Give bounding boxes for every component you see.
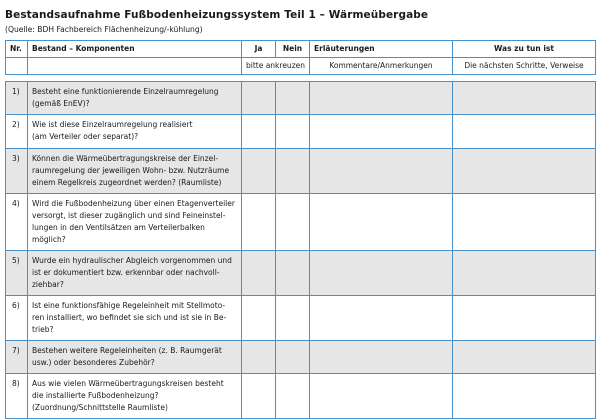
header-nr: Nr. — [6, 41, 28, 58]
question-line: (gemäß EnEV)? — [32, 99, 90, 108]
nein-checkbox-cell[interactable] — [276, 149, 310, 194]
question-line: ren installiert, wo befindet sie sich und ist sie in Be- — [32, 313, 227, 322]
row-number: 1) — [6, 82, 28, 115]
ja-checkbox-cell[interactable] — [242, 82, 276, 115]
header-erlaeuterungen: Erläuterungen — [310, 41, 453, 58]
next-steps-cell[interactable] — [453, 194, 596, 251]
row-question — [28, 149, 242, 194]
comment-cell[interactable] — [310, 374, 453, 419]
subheader-empty — [28, 58, 242, 75]
comment-cell[interactable] — [310, 149, 453, 194]
comment-cell[interactable] — [310, 82, 453, 115]
subheader-kommentare: Kommentare/Anmerkungen — [310, 58, 453, 75]
nein-checkbox-cell[interactable] — [276, 251, 310, 296]
next-steps-cell[interactable] — [453, 115, 596, 149]
row-question — [28, 194, 242, 251]
ja-checkbox-cell[interactable] — [242, 296, 276, 341]
row-question — [28, 341, 242, 374]
question-line: einem Regelkreis zugeordnet werden? (Raumliste) — [32, 178, 222, 187]
nein-checkbox-cell[interactable] — [276, 296, 310, 341]
row-number: 4) — [6, 194, 28, 251]
nein-checkbox-cell[interactable] — [276, 82, 310, 115]
row-number: 3) — [6, 149, 28, 194]
header-ja: Ja — [242, 41, 276, 58]
table-row — [6, 82, 596, 115]
question-line: Besteht eine funktionierende Einzelraumregelung — [32, 87, 219, 96]
question-line: (Zuordnung/Schnittstelle Raumliste) — [32, 403, 168, 412]
ja-checkbox-cell[interactable] — [242, 194, 276, 251]
row-question — [28, 82, 242, 115]
subheader-ankreuzen: bitte ankreuzen — [242, 58, 310, 75]
question-line: die installierte Fußbodenheizung? — [32, 391, 159, 400]
question-line: raumregelung der jeweiligen Wohn- bzw. Nutzräume — [32, 166, 230, 175]
question-line: Wurde ein hydraulischer Abgleich vorgenommen und — [32, 256, 232, 265]
table-row — [6, 251, 596, 296]
question-line: ziehbar? — [32, 280, 64, 289]
header-row — [6, 41, 596, 58]
question-line: Wird die Fußbodenheizung über einen Etagenverteiler — [32, 199, 235, 208]
question-line: (am Verteiler oder separat)? — [32, 132, 139, 141]
row-question — [28, 251, 242, 296]
row-question — [28, 374, 242, 419]
question-line: Aus wie vielen Wärmeübertragungskreisen besteht — [32, 379, 224, 388]
comment-cell[interactable] — [310, 296, 453, 341]
ja-checkbox-cell[interactable] — [242, 115, 276, 149]
subheader-row — [6, 58, 596, 75]
next-steps-cell[interactable] — [453, 82, 596, 115]
row-question — [28, 115, 242, 149]
document-title: Bestandsaufnahme Fußbodenheizungssystem Teil 1 – Wärmeübergabe — [5, 9, 429, 21]
question-line: ist er dokumentiert bzw. erkennbar oder nachvoll- — [32, 268, 220, 277]
subheader-empty — [6, 58, 28, 75]
table-row — [6, 296, 596, 341]
header-was-zu-tun: Was zu tun ist — [453, 41, 596, 58]
row-number: 7) — [6, 341, 28, 374]
row-number: 2) — [6, 115, 28, 149]
header-bestand: Bestand – Komponenten — [28, 41, 242, 58]
table-row — [6, 149, 596, 194]
table-row — [6, 374, 596, 419]
next-steps-cell[interactable] — [453, 149, 596, 194]
nein-checkbox-cell[interactable] — [276, 374, 310, 419]
row-number: 5) — [6, 251, 28, 296]
nein-checkbox-cell[interactable] — [276, 341, 310, 374]
question-line: Ist eine funktionsfähige Regeleinheit mit Stellmoto- — [32, 301, 226, 310]
question-line: usw.) oder besonderes Zubehör? — [32, 358, 155, 367]
question-line: versorgt, ist dieser zugänglich und sind Feineinstel- — [32, 211, 226, 220]
table-row — [6, 115, 596, 149]
ja-checkbox-cell[interactable] — [242, 251, 276, 296]
next-steps-cell[interactable] — [453, 341, 596, 374]
nein-checkbox-cell[interactable] — [276, 194, 310, 251]
table-row — [6, 194, 596, 251]
row-number: 6) — [6, 296, 28, 341]
question-line: lungen in den Ventilsätzen am Verteilerbalken — [32, 223, 205, 232]
comment-cell[interactable] — [310, 115, 453, 149]
spacer-row — [6, 75, 596, 82]
source-note: (Quelle: BDH Fachbereich Flächenheizung/-kühlung) — [5, 25, 203, 34]
question-line: Wie ist diese Einzelraumregelung realisiert — [32, 120, 193, 129]
question-line: Können die Wärmeübertragungskreise der Einzel- — [32, 154, 219, 163]
comment-cell[interactable] — [310, 251, 453, 296]
subheader-schritte: Die nächsten Schritte, Verweise — [453, 58, 596, 75]
row-question — [28, 296, 242, 341]
row-number: 8) — [6, 374, 28, 419]
next-steps-cell[interactable] — [453, 374, 596, 419]
comment-cell[interactable] — [310, 194, 453, 251]
header-nein: Nein — [276, 41, 310, 58]
next-steps-cell[interactable] — [453, 296, 596, 341]
question-line: möglich? — [32, 235, 66, 244]
ja-checkbox-cell[interactable] — [242, 149, 276, 194]
next-steps-cell[interactable] — [453, 251, 596, 296]
ja-checkbox-cell[interactable] — [242, 374, 276, 419]
table-row — [6, 341, 596, 374]
checklist-table — [5, 40, 596, 419]
ja-checkbox-cell[interactable] — [242, 341, 276, 374]
nein-checkbox-cell[interactable] — [276, 115, 310, 149]
question-line: Bestehen weitere Regeleinheiten (z. B. Raumgerät — [32, 346, 222, 355]
question-line: trieb? — [32, 325, 54, 334]
comment-cell[interactable] — [310, 341, 453, 374]
